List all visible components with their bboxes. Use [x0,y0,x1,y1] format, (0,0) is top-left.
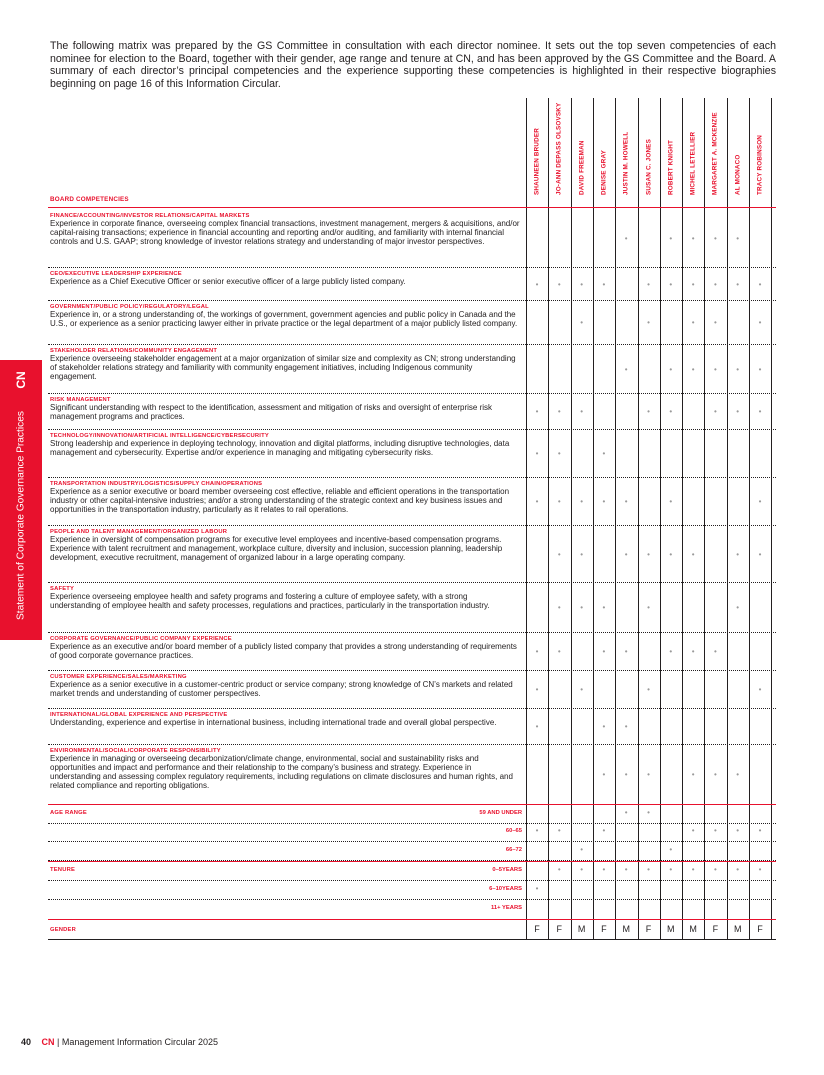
competency-mark: • [535,647,539,656]
tenure-option: 0–5YEARS [492,867,522,873]
tenure-option: 11+ YEARS [491,905,522,911]
row-separator [48,582,776,583]
age-mark: • [557,826,561,835]
row-separator [48,300,776,301]
competency-mark: • [602,603,606,612]
row-separator [48,344,776,345]
competency-mark: • [691,318,695,327]
competency-mark: • [736,770,740,779]
row-separator [48,823,776,824]
director-header [727,98,749,206]
competency-mark: • [580,318,583,327]
column-divider [727,98,728,940]
footer-separator: | [57,1037,62,1047]
competency-mark: • [647,603,650,612]
row-separator [48,899,776,900]
director-name: ROBERT KNIGHT [667,139,675,195]
competency-mark: • [647,549,650,559]
competency-title: ENVIRONMENTAL/SOCIAL/CORPORATE RESPONSIBILITY [50,748,221,754]
row-separator [48,880,776,881]
age-range-option: 59 AND UNDER [479,810,522,816]
competency-mark: • [535,497,539,506]
competency-mark: • [713,770,717,779]
page-number: 40 [21,1037,32,1047]
gender-rule [48,919,776,920]
age-range-option: 60–65 [505,828,522,834]
column-divider [682,98,683,940]
director-name: MICHEL LETELLIER [689,131,697,195]
competency-mark: • [758,364,762,374]
gender-value: F [645,924,652,934]
director-header [548,98,570,206]
competency-mark: • [713,279,717,289]
side-tab [0,360,42,640]
row-separator [48,744,776,745]
tenure-label: TENURE [50,867,76,873]
row-separator [48,841,776,842]
row-separator [48,477,776,478]
competency-mark: • [624,549,628,559]
intro-paragraph: The following matrix was prepared by the GS Committee in consultation with each director nominee. It sets out the top seven competencies of each nominee for election to the Board, together with their gender, age range and tenure at CN, and has been approved by the GS Committee and the Board. A summary of each director’s principal competencies and the experience supporting these competencies is highlighted in their respective biographies beginning on page 16 of this Information Circular. [50,40,776,90]
director-name: AL MONACO [734,154,742,195]
director-name: SUSAN C. JONES [645,139,652,195]
competency-mark: • [624,722,628,731]
competency-mark: • [758,318,762,327]
gender-value: F [534,924,540,934]
tenure-mark: • [557,865,561,874]
competency-mark: • [669,549,673,559]
board-competencies-heading: BOARD COMPETENCIES [50,196,129,203]
competency-mark: • [758,549,762,559]
competency-matrix [48,0,776,945]
column-divider [593,98,594,940]
gender-value: M [733,924,742,934]
competency-mark: • [580,279,583,289]
competency-description: Experience in oversight of compensation programs for executive level employees and incentive-based compensation programs. Experience with talent recruitment and management, workplace culture, diversity and inclusion, succession planning, leadership development, executive recruitment, management of organized labour in a large operating company. [50,535,503,562]
age-rule [48,804,776,805]
competency-mark: • [557,449,561,458]
tenure-mark: • [758,865,762,874]
column-divider [704,98,705,940]
column-divider [660,98,661,940]
competency-mark: • [624,364,628,374]
column-divider [771,98,772,940]
director-name: DAVID FREEMAN [578,140,586,195]
director-header [571,98,593,206]
competency-mark: • [758,685,762,694]
competency-mark: • [647,685,650,694]
competency-mark: • [624,770,628,779]
competency-title: CEO/EXECUTIVE LEADERSHIP EXPERIENCE [50,271,182,277]
competency-description: Significant understanding with respect to the identification, assessment and mitigation of risks and oversight of enterprise risk management programs and practices. [50,403,493,421]
competency-mark: • [758,407,762,416]
competency-mark: • [557,647,561,656]
competency-mark: • [647,770,650,779]
director-header [660,98,682,206]
competency-mark: • [691,647,695,656]
header-rule [48,207,776,208]
gender-value: M [667,924,675,934]
age-mark: • [669,845,673,854]
competency-description: Experience as an executive and/or board member of a publicly listed company that provides a strong understanding of requirements of good corporate governance practices. [50,642,517,660]
competency-mark: • [758,497,762,506]
director-name: SHAUNEEN BRUDER [533,127,541,195]
director-header [749,98,771,206]
age-mark: • [758,826,762,835]
age-range-label: AGE RANGE [50,810,87,816]
competency-mark: • [602,279,606,289]
competency-mark: • [736,603,740,612]
tenure-mark: • [736,865,740,874]
competency-mark: • [736,407,740,416]
competency-description: Experience as a Chief Executive Officer or senior executive officer of a large publicly listed company. [50,277,406,286]
age-mark: • [624,808,628,817]
column-divider [526,98,527,940]
competency-title: FINANCE/ACCOUNTING/INVESTOR RELATIONS/CAPITAL MARKETS [50,213,250,219]
director-header [615,98,637,206]
competency-description: Experience overseeing employee health and safety programs and fostering a culture of employee safety, with a strong understanding of employee health and safety processes, regulations and practices, particularly in the transportation industry. [50,592,490,610]
competency-title: SAFETY [50,586,75,592]
tenure-mark: • [691,865,695,874]
competency-mark: • [602,647,606,656]
director-name: MARGARET A. MCKENZIE [711,112,719,195]
competency-mark: • [647,407,650,416]
competency-mark: • [758,279,762,289]
age-mark: • [602,826,606,835]
competency-mark: • [624,234,628,243]
gender-value: M [622,924,630,934]
gender-value: F [556,924,563,934]
gender-label: GENDER [50,927,77,933]
competency-description: Experience in corporate finance, overseeing complex financial transactions, investment management, mergers & acquisitions, and/or capital-raising transactions; experience in financial accounting and reporting and/or auditing, and familiarity with internal financial controls and U.S. GAAP; strong knowledge of investor relations strategy and understanding of major investor perspectives. [50,219,520,246]
competency-description: Understanding, experience and expertise in international business, including international trade and overall global perspective. [50,718,497,727]
age-mark: • [580,845,583,854]
age-range-option: 66–72 [505,847,522,853]
competency-title: CUSTOMER EXPERIENCE/SALES/MARKETING [50,674,187,680]
competency-mark: • [535,449,539,458]
tenure-rule [48,861,776,862]
competency-mark: • [691,234,695,243]
competency-mark: • [736,279,740,289]
director-header [704,98,726,206]
cn-logo-icon: CN [14,371,28,389]
tenure-mark: • [602,865,606,874]
competency-mark: • [580,603,583,612]
competency-description: Experience in, or a strong understanding of, the workings of government, government agencies and public policy in Canada and the U.S., or experience as a senior practicing lawyer either in private practice or the legal department of a major publicly listed company. [50,310,518,328]
competency-mark: • [736,364,740,374]
age-mark: • [713,826,717,835]
competency-title: CORPORATE GOVERNANCE/PUBLIC COMPANY EXPERIENCE [50,636,232,642]
footer-title: Management Information Circular 2025 [61,1037,218,1047]
competency-mark: • [691,770,695,779]
age-mark: • [736,826,740,835]
competency-title: INTERNATIONAL/GLOBAL EXPERIENCE AND PERSPECTIVE [50,712,228,718]
competency-mark: • [736,549,740,559]
director-header [682,98,704,206]
competency-mark: • [713,364,717,374]
row-separator [48,632,776,633]
row-separator [48,708,776,709]
competency-mark: • [557,279,561,289]
competency-title: TRANSPORTATION INDUSTRY/LOGISTICS/SUPPLY CHAIN/OPERATIONS [50,481,263,487]
footer-brand: CN [41,1037,55,1047]
tenure-mark: • [669,865,673,874]
competency-mark: • [602,449,606,458]
competency-mark: • [602,497,606,506]
tenure-option: 6–10YEARS [489,886,522,892]
competency-mark: • [647,318,650,327]
competency-mark: • [669,497,673,506]
competency-mark: • [602,770,606,779]
row-separator [48,267,776,268]
competency-mark: • [669,407,673,416]
director-name: TRACY ROBINSON [756,134,764,195]
gender-value: F [601,924,607,934]
competency-mark: • [669,234,673,243]
competency-mark: • [557,407,561,416]
bottom-rule [48,939,776,940]
competency-mark: • [580,549,583,559]
row-separator [48,670,776,671]
competency-mark: • [624,497,628,506]
competency-mark: • [736,234,740,243]
age-mark: • [535,826,539,835]
competency-mark: • [691,279,695,289]
competency-title: GOVERNMENT/PUBLIC POLICY/REGULATORY/LEGAL [50,304,209,310]
competency-mark: • [669,364,673,374]
competency-description: Experience in managing or overseeing decarbonization/climate change, environmental, social and sustainability risks and opportunities and impact and performance and their relationship to the company’s business and strategy. Experience in understanding and assessing complex regulatory requirements, including regulations on climate disclosures and human rights, and related compliance and reporting obligations. [50,754,513,790]
competency-mark: • [557,497,561,506]
competency-mark: • [647,279,650,289]
column-divider [749,98,750,940]
director-name: DENISE GRAY [600,149,608,195]
page-footer [21,1037,218,1047]
competency-mark: • [580,685,583,694]
competency-mark: • [535,722,539,731]
age-mark: • [691,826,695,835]
competency-mark: • [713,407,717,416]
tenure-mark: • [713,865,717,874]
competency-mark: • [557,603,561,612]
tenure-mark: • [647,865,650,874]
competency-mark: • [557,549,561,559]
director-header [593,98,615,206]
competency-mark: • [535,279,539,289]
director-name: JO-ANN DEPASS OLSOVSKY [555,102,563,195]
row-separator [48,525,776,526]
competency-description: Experience as a senior executive in a customer-centric product or service company; strong knowledge of CN’s markets and related market trends and understanding of customer perspectives. [50,680,513,698]
competency-mark: • [624,647,628,656]
tenure-mark: • [624,865,628,874]
tenure-mark: • [535,884,539,893]
row-separator [48,429,776,430]
competency-mark: • [580,407,583,416]
competency-description: Strong leadership and experience in deploying technology, innovation and digital platforms, including disruptive technologies, data management and cybersecurity. Expertise and/or experience in managing and mitigating cybersecurity risks. [50,439,510,457]
competency-title: TECHNOLOGY/INNOVATION/ARTIFICIAL INTELLIGENCE/CYBERSECURITY [50,433,269,439]
competency-mark: • [691,549,695,559]
gender-value: F [757,924,763,934]
competency-mark: • [713,234,717,243]
competency-title: STAKEHOLDER RELATIONS/COMMUNITY ENGAGEMENT [50,348,218,354]
row-separator [48,393,776,394]
competency-mark: • [669,647,673,656]
competency-description: Experience as a senior executive or board member overseeing cost effective, reliable and efficient operations in the transportation industry or other capital-intensive industries; and/or a strong understanding of the strategic context and key business issues and opportunities in the transportation industry, particularly as it relates to rail operations. [50,487,510,514]
director-header [638,98,660,206]
tenure-mark: • [580,865,583,874]
competency-title: PEOPLE AND TALENT MANAGEMENT/ORGANIZED LABOUR [50,529,228,535]
competency-mark: • [580,497,583,506]
competency-mark: • [669,279,673,289]
age-mark: • [647,808,650,817]
competency-description: Experience overseeing stakeholder engagement at a major organization of similar size and complexity as CN; strong understanding of stakeholder relations strategy and familiarity with community engagement initiatives, including Indigenous community engagement. [50,354,516,381]
competency-mark: • [713,318,717,327]
director-name: JUSTIN M. HOWELL [622,131,630,195]
gender-value: M [577,924,586,934]
competency-mark: • [535,407,539,416]
competency-mark: • [713,647,717,656]
column-divider [571,98,572,940]
competency-mark: • [602,722,606,731]
gender-value: M [689,924,697,934]
side-tab-label: Statement of Corporate Governance Practices [15,411,27,620]
competency-mark: • [691,364,695,374]
competency-title: RISK MANAGEMENT [50,397,111,403]
gender-value: F [712,924,719,934]
column-divider [548,98,549,940]
competency-mark: • [535,685,539,694]
director-header [526,98,548,206]
